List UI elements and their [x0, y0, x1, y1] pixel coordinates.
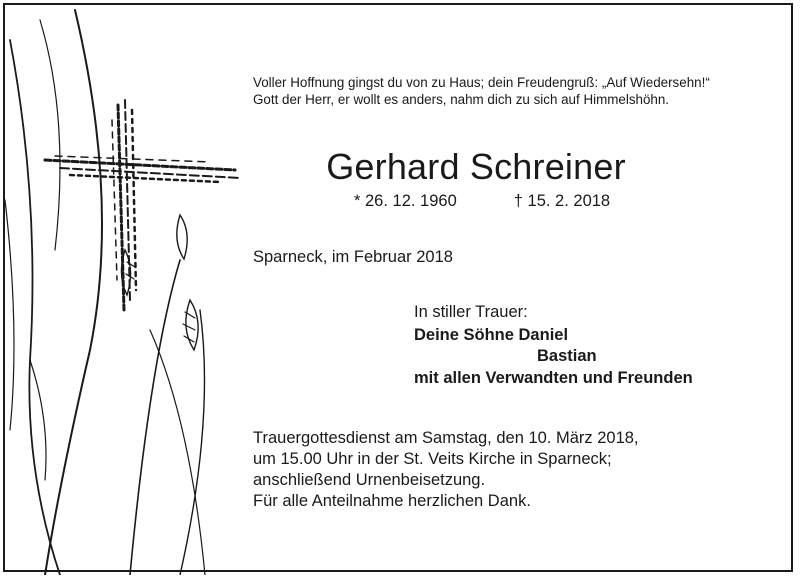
service-line-1: Trauergottesdienst am Samstag, den 10. März 2018,: [253, 429, 639, 447]
mourners-line-1: Deine Söhne Daniel: [414, 325, 569, 344]
service-info: [253, 428, 639, 491]
place-date: Sparneck, im Februar 2018: [253, 248, 453, 266]
verse: [253, 74, 710, 108]
verse-line-2: Gott der Herr, er wollt es anders, nahm dich zu sich auf Himmelshöhn.: [253, 92, 670, 107]
mourners-line-3: mit allen Verwandten und Freunden: [414, 368, 693, 387]
mourners-intro: In stiller Trauer:: [414, 303, 528, 321]
thanks-line: Für alle Anteilnahme herzlichen Dank.: [253, 492, 531, 510]
cross-with-wheat-icon: [0, 0, 250, 575]
death-date: † 15. 2. 2018: [513, 192, 611, 210]
deceased-name: Gerhard Schreiner: [326, 146, 626, 187]
mourners-line-2: Bastian: [537, 347, 597, 365]
mourners-block: [414, 302, 693, 389]
birth-date: * 26. 12. 1960: [354, 192, 457, 210]
verse-line-1: Voller Hoffnung gingst du von zu Haus; dein Freudengruß: „Auf Wiedersehn!“: [253, 75, 710, 90]
service-line-3: anschließend Urnenbeisetzung.: [253, 471, 486, 489]
service-line-2: um 15.00 Uhr in der St. Veits Kirche in Sparneck;: [253, 450, 612, 468]
life-dates: [354, 192, 610, 211]
